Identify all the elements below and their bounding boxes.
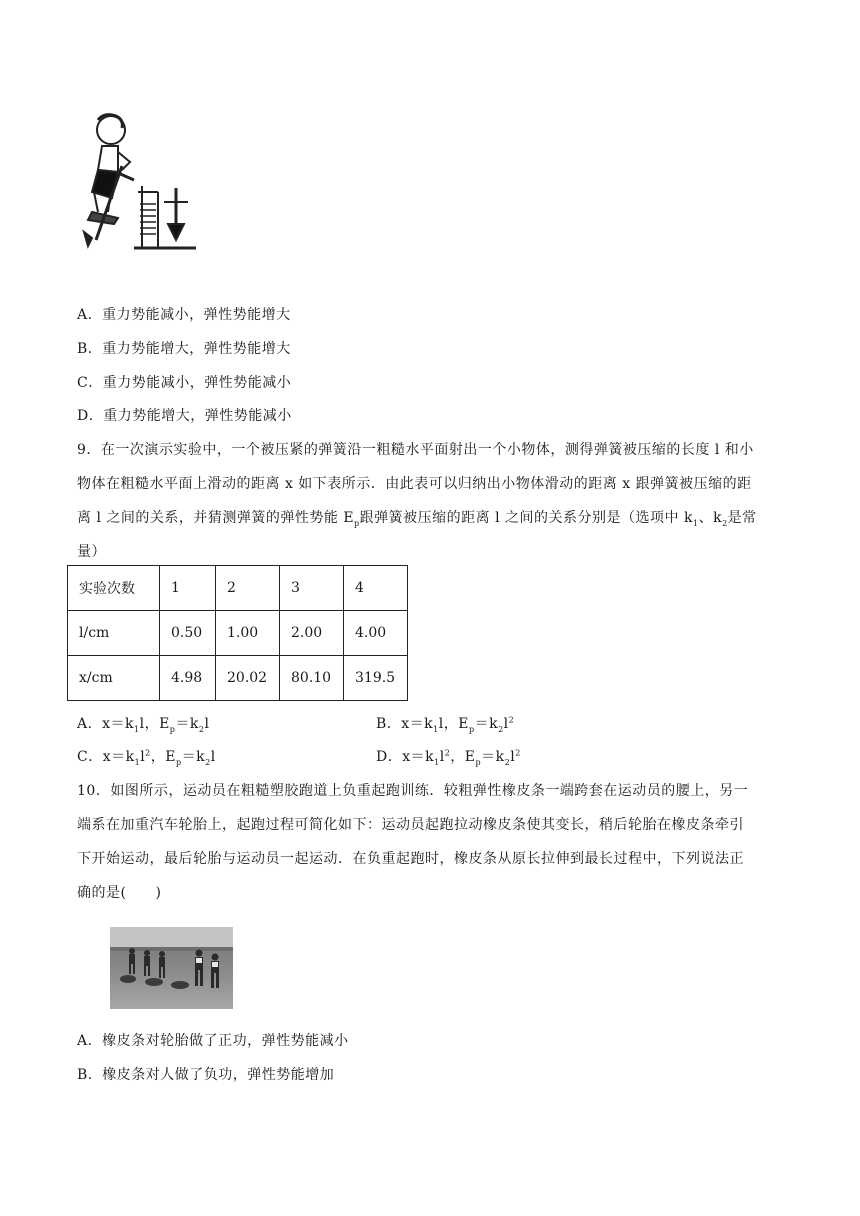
table-cell: 1 bbox=[160, 566, 216, 611]
q9-stem-line-4: 量） bbox=[77, 544, 106, 560]
q10-option-b: B．橡皮条对人做了负功，弹性势能增加 bbox=[77, 1067, 335, 1083]
q9-stem-line-3: 离 l 之间的关系，并猜测弹簧的弹性势能 $E_p$跟弹簧被压缩的距离 l 之间的关系分别是（选项中 $k_1$、$k_2$是常 bbox=[77, 510, 757, 528]
table-cell: 实验次数 bbox=[68, 566, 160, 611]
runners-silhouette bbox=[110, 927, 233, 1009]
table-cell: 1.00 bbox=[216, 611, 280, 656]
table-cell: 4.98 bbox=[160, 656, 216, 701]
q8-option-b: B．重力势能增大，弹性势能增大 bbox=[77, 341, 291, 357]
table-cell: 4 bbox=[344, 566, 408, 611]
q8-option-d: D．重力势能增大，弹性势能减小 bbox=[77, 408, 292, 424]
q9-stem-line-1: 9．在一次演示实验中，一个被压紧的弹簧沿一粗糙水平面射出一个小物体，测得弹簧被压缩的长度 l 和小 bbox=[77, 442, 754, 458]
table-cell: 319.5 bbox=[344, 656, 408, 701]
table-row bbox=[68, 566, 408, 611]
table-cell: 2.00 bbox=[280, 611, 344, 656]
table-cell: 4.00 bbox=[344, 611, 408, 656]
q10-stem-line-3: 下开始运动，最后轮胎与运动员一起运动．在负重起跑时，橡皮条从原长拉伸到最长过程中，下列说法正 bbox=[77, 851, 744, 867]
pogo-stick-figure bbox=[78, 108, 203, 256]
table-cell: 2 bbox=[216, 566, 280, 611]
q8-option-c: C．重力势能减小，弹性势能减小 bbox=[77, 375, 292, 391]
q10-stem-line-4: 确的是( ) bbox=[77, 885, 162, 901]
table-cell: 0.50 bbox=[160, 611, 216, 656]
training-photo bbox=[110, 927, 233, 1009]
table-cell: 80.10 bbox=[280, 656, 344, 701]
table-cell: 20.02 bbox=[216, 656, 280, 701]
q9-data-table bbox=[67, 565, 408, 701]
q9-option-d: D．$x=k_1l^2$，$E_p=k_2l^2$ bbox=[376, 748, 521, 767]
q10-option-a: A．橡皮条对轮胎做了正功，弹性势能减小 bbox=[77, 1033, 349, 1049]
table-cell: 3 bbox=[280, 566, 344, 611]
q9-option-c: C．$x=k_1l^2$，$E_p=k_2l$ bbox=[77, 748, 216, 767]
table-row bbox=[68, 656, 408, 701]
table-cell: x/cm bbox=[68, 656, 160, 701]
table-cell: l/cm bbox=[68, 611, 160, 656]
q9-option-b: B．$x=k_1l$，$E_p=k_2l^2$ bbox=[376, 715, 515, 734]
table-row bbox=[68, 611, 408, 656]
q9-option-a: A．$x=k_1l$，$E_p=k_2l$ bbox=[77, 716, 210, 734]
q8-option-a: A．重力势能减小，弹性势能增大 bbox=[77, 307, 291, 323]
q10-stem-line-1: 10．如图所示，运动员在粗糙塑胶跑道上负重起跑训练．较粗弹性橡皮条一端跨套在运动员的腰上，另一 bbox=[77, 783, 749, 799]
q10-stem-line-2: 端系在加重汽车轮胎上，起跑过程可简化如下：运动员起跑拉动橡皮条使其变长，稍后轮胎在橡皮条牵引 bbox=[77, 817, 744, 833]
q9-stem-line-2: 物体在粗糙水平面上滑动的距离 x 如下表所示．由此表可以归纳出小物体滑动的距离 x 跟弹簧被压缩的距 bbox=[77, 476, 752, 492]
